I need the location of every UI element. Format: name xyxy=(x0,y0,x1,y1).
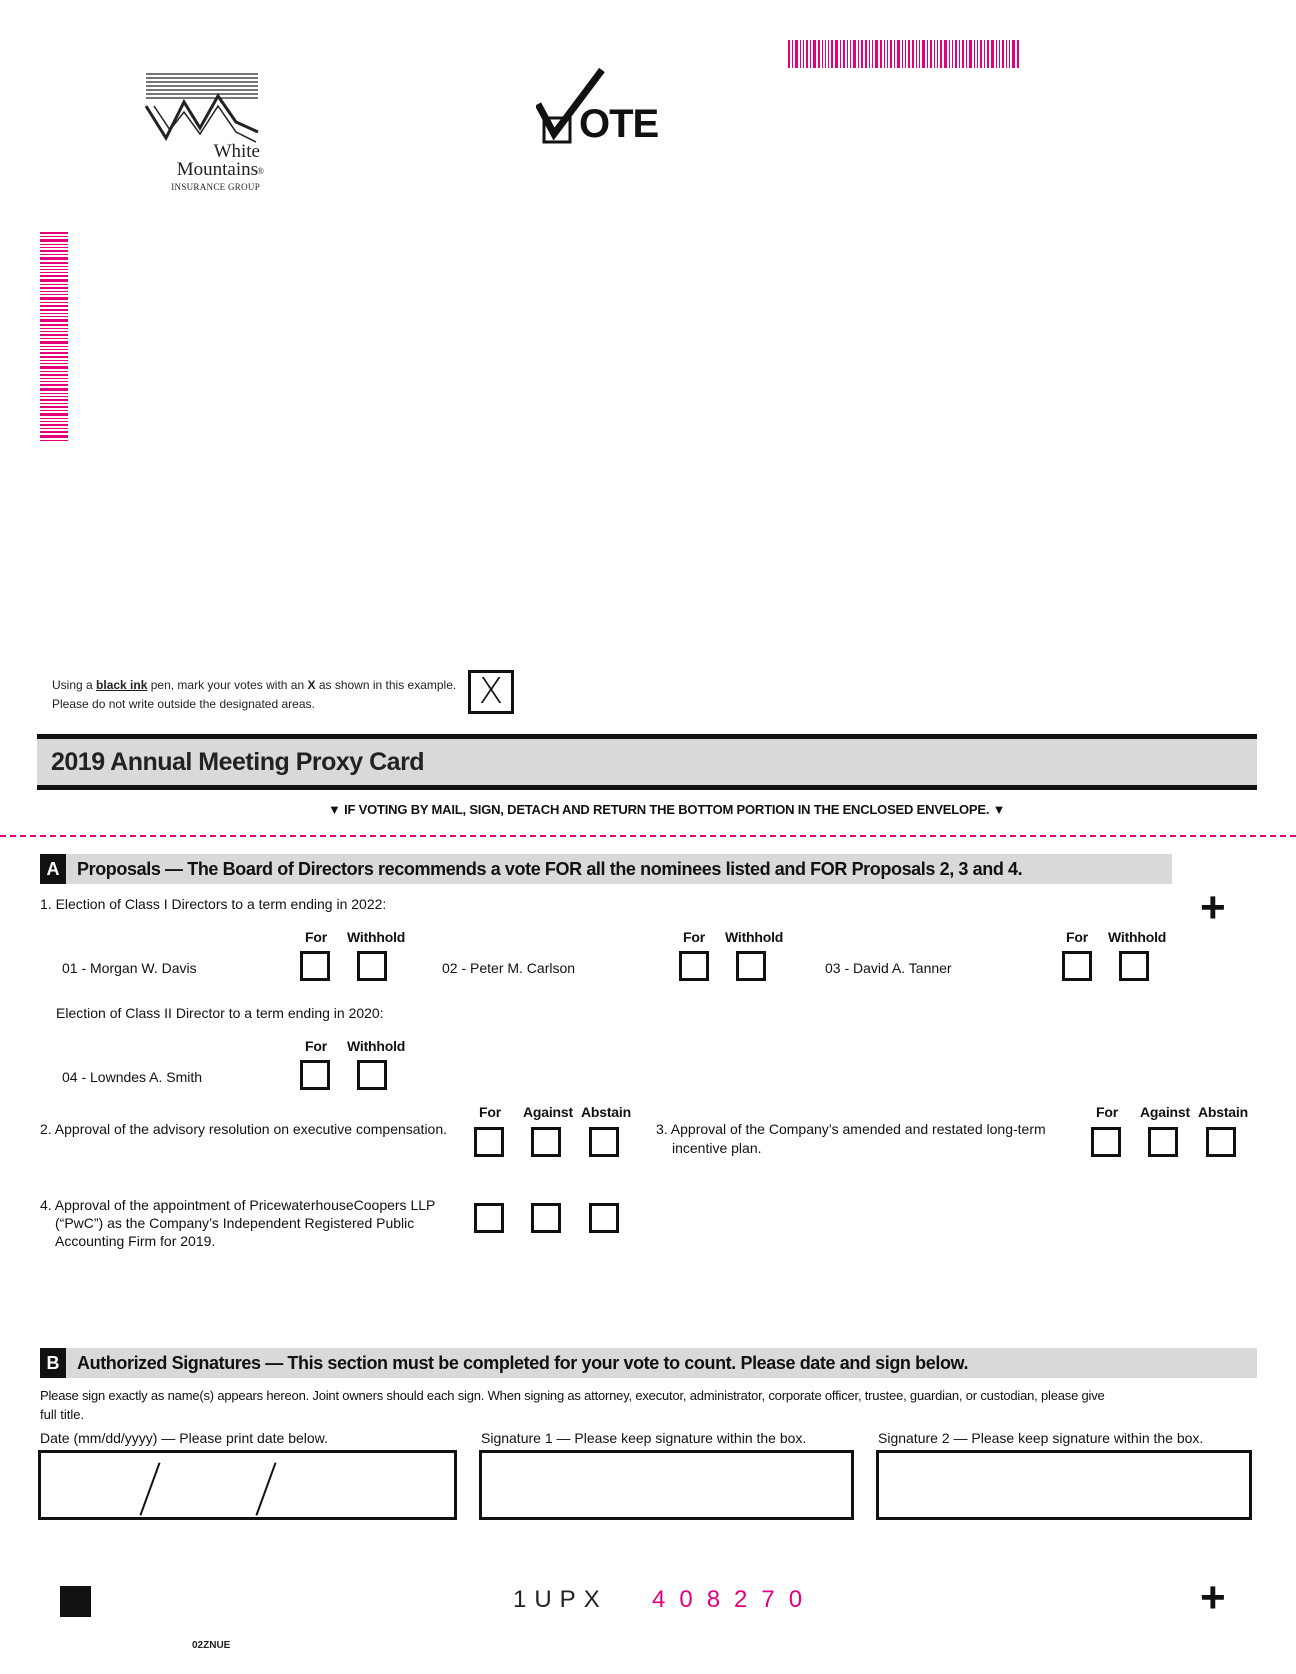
barcode-bar xyxy=(980,40,982,68)
proposal-3-line-1: 3. Approval of the Company’s amended and restated long-term xyxy=(656,1121,1046,1137)
vote-mark xyxy=(536,68,666,148)
barcode-bar xyxy=(40,309,68,311)
barcode-bar xyxy=(40,269,68,270)
section-b-title: Authorized Signatures — This section must be completed for your vote to count. Please date and sign below. xyxy=(77,1353,969,1373)
barcode-bar xyxy=(887,40,888,68)
barcode-bar xyxy=(40,378,68,379)
barcode-bar xyxy=(897,40,900,68)
signature-2-label: Signature 2 — Please keep signature within the box. xyxy=(878,1430,1204,1446)
barcode-bar xyxy=(847,40,848,68)
barcode-bar xyxy=(40,374,68,376)
barcode-bar xyxy=(927,40,928,68)
barcode-bar xyxy=(40,384,68,386)
barcode-bar xyxy=(831,40,833,68)
nominee-02: 02 - Peter M. Carlson xyxy=(442,960,576,976)
signature-1-field[interactable] xyxy=(479,1450,854,1520)
nominee-04-for-checkbox[interactable] xyxy=(300,1060,330,1090)
barcode-bar xyxy=(40,272,68,273)
barcode-bar xyxy=(40,279,68,282)
barcode-bar xyxy=(908,40,910,68)
proposal-4-for-checkbox[interactable] xyxy=(474,1203,504,1233)
control-number: 408270 xyxy=(652,1586,817,1613)
barcode-bar xyxy=(40,440,68,441)
barcode-bar xyxy=(40,250,68,252)
barcode-bar xyxy=(40,305,68,307)
barcode-bar xyxy=(40,388,68,391)
barcode-bar xyxy=(40,435,68,438)
marking-instructions xyxy=(52,676,456,714)
col-against: Against xyxy=(1140,1104,1190,1120)
col-for: For xyxy=(683,929,705,945)
barcode-bar xyxy=(810,40,811,68)
barcode-bar xyxy=(40,410,68,411)
barcode-bar xyxy=(800,40,801,68)
barcode-bar xyxy=(959,40,960,68)
barcode-bar xyxy=(850,40,851,68)
barcode-bar xyxy=(869,40,870,68)
col-against: Against xyxy=(523,1104,573,1120)
date-separator-icon xyxy=(139,1462,160,1515)
barcode-bar xyxy=(987,40,989,68)
col-abstain: Abstain xyxy=(1198,1104,1248,1120)
date-separator-icon xyxy=(255,1462,276,1515)
barcode-bar xyxy=(861,40,863,68)
barcode-bar xyxy=(962,40,964,68)
col-for: For xyxy=(1096,1104,1118,1120)
barcode-bar xyxy=(40,291,68,292)
barcode-bar xyxy=(905,40,906,68)
barcode-bar xyxy=(792,40,793,68)
mountains-logo-icon xyxy=(144,72,262,144)
proposal-4-abstain-checkbox[interactable] xyxy=(589,1203,619,1233)
proposal-4-line-3: Accounting Firm for 2019. xyxy=(55,1233,216,1249)
barcode-bar xyxy=(40,431,68,433)
barcode-bar xyxy=(40,239,68,242)
barcode-bar xyxy=(40,328,68,329)
barcode-bar xyxy=(853,40,856,68)
barcode-bar xyxy=(40,396,68,397)
barcode-bar xyxy=(884,40,885,68)
barcode-bar xyxy=(890,40,892,68)
barcode-bar xyxy=(991,40,994,68)
barcode-bar xyxy=(40,316,68,317)
barcode-bar xyxy=(40,244,68,245)
barcode-bar xyxy=(922,40,925,68)
barcode-bar xyxy=(40,341,68,344)
example-x-box: X xyxy=(468,670,514,714)
nominee-03-withhold-checkbox[interactable] xyxy=(1119,951,1149,981)
barcode-bar xyxy=(984,40,985,68)
signature-2-field[interactable] xyxy=(876,1450,1252,1520)
signature-note-line-2: full title. xyxy=(40,1407,85,1422)
barcode-bar xyxy=(40,360,68,361)
barcode-bar xyxy=(934,40,935,68)
barcode-bar xyxy=(40,381,68,382)
barcode-bar xyxy=(40,428,68,429)
barcode-bar xyxy=(865,40,867,68)
logo-line-1: White xyxy=(213,141,260,162)
barcode-bar xyxy=(40,297,68,300)
barcode-bar xyxy=(1006,40,1007,68)
nominee-04-withhold-checkbox[interactable] xyxy=(357,1060,387,1090)
registration-plus-icon: + xyxy=(1200,883,1226,932)
page-title: 2019 Annual Meeting Proxy Card xyxy=(51,748,425,776)
detach-line xyxy=(0,835,1296,837)
barcode-bar xyxy=(40,399,68,401)
col-for: For xyxy=(1066,929,1088,945)
title-bar xyxy=(37,734,1257,790)
col-withhold: Withhold xyxy=(1108,929,1167,945)
barcode-bar xyxy=(955,40,957,68)
barcode-bar xyxy=(818,40,820,68)
signature-1-label: Signature 1 — Please keep signature within the box. xyxy=(481,1430,807,1446)
nominee-03-for-checkbox[interactable] xyxy=(1062,951,1092,981)
nominee-02-for-checkbox[interactable] xyxy=(679,951,709,981)
barcode-bar xyxy=(40,413,68,416)
proposal-4-line-2: (“PwC”) as the Company’s Independent Registered Public xyxy=(55,1215,415,1231)
barcode-bar xyxy=(40,302,68,303)
detach-notice: ▼ IF VOTING BY MAIL, SIGN, DETACH AND RETURN THE BOTTOM PORTION IN THE ENCLOSED ENVELOPE. ▼ xyxy=(328,802,1006,817)
barcode-bar xyxy=(40,421,68,422)
col-for: For xyxy=(305,1038,327,1054)
barcode-bar xyxy=(40,287,68,289)
barcode-bar xyxy=(822,40,823,68)
section-a-header xyxy=(40,854,1172,884)
barcode-bar xyxy=(40,356,68,358)
proposal-3-abstain-checkbox[interactable] xyxy=(1206,1127,1236,1157)
nominee-02-withhold-checkbox[interactable] xyxy=(736,951,766,981)
barcode-bar xyxy=(40,294,68,295)
proposal-2-text: 2. Approval of the advisory resolution on executive compensation. xyxy=(40,1121,448,1137)
nominee-01-for-checkbox[interactable] xyxy=(300,951,330,981)
col-withhold: Withhold xyxy=(347,929,406,945)
barcode-bar xyxy=(828,40,829,68)
barcode-bar xyxy=(795,40,798,68)
barcode-bar xyxy=(40,266,68,267)
col-abstain: Abstain xyxy=(581,1104,631,1120)
barcode-bar xyxy=(40,366,68,369)
barcode-bar xyxy=(40,406,68,408)
barcode-bar xyxy=(974,40,975,68)
proposal-2-against-checkbox[interactable] xyxy=(531,1127,561,1157)
instruction-line-2: Please do not write outside the designated areas. xyxy=(52,697,315,711)
barcode-bar xyxy=(1009,40,1010,68)
barcode-bar xyxy=(803,40,804,68)
barcode-bar xyxy=(940,40,942,68)
instruction-line-1: Using a black ink pen, mark your votes with an X as shown in this example. xyxy=(52,678,457,692)
section-b-letter: B xyxy=(40,1348,66,1378)
barcode-bar xyxy=(40,418,68,419)
nominee-03: 03 - David A. Tanner xyxy=(825,960,952,976)
barcode-bar xyxy=(40,403,68,404)
barcode-bar xyxy=(40,352,68,354)
barcode-bar xyxy=(40,319,68,322)
nominee-01: 01 - Morgan W. Davis xyxy=(62,960,197,976)
col-withhold: Withhold xyxy=(347,1038,406,1054)
col-for: For xyxy=(305,929,327,945)
barcode-bar xyxy=(912,40,914,68)
logo-line-3: INSURANCE GROUP xyxy=(171,182,260,192)
barcode-bar xyxy=(40,338,68,339)
barcode-bar xyxy=(875,40,878,68)
company-logo xyxy=(144,72,264,202)
top-barcode xyxy=(788,40,1021,68)
section-b-header xyxy=(40,1348,1257,1378)
barcode-bar xyxy=(880,40,882,68)
registration-plus-icon: + xyxy=(1200,1573,1226,1622)
barcode-bar xyxy=(996,40,997,68)
barcode-bar xyxy=(40,284,68,285)
barcode-bar xyxy=(894,40,895,68)
barcode-bar xyxy=(1002,40,1004,68)
barcode-bar xyxy=(999,40,1000,68)
proposal-3-against-checkbox[interactable] xyxy=(1148,1127,1178,1157)
barcode-bar xyxy=(902,40,903,68)
barcode-bar xyxy=(813,40,816,68)
barcode-bar xyxy=(40,349,68,350)
barcode-bar xyxy=(40,334,68,336)
barcode-bar xyxy=(843,40,845,68)
barcode-bar xyxy=(977,40,978,68)
barcode-bar xyxy=(40,275,68,277)
barcode-bar xyxy=(40,331,68,332)
date-label: Date (mm/dd/yyyy) — Please print date below. xyxy=(40,1430,328,1446)
barcode-bar xyxy=(952,40,953,68)
barcode-bar xyxy=(944,40,947,68)
class2-heading: Election of Class II Director to a term ending in 2020: xyxy=(56,1005,384,1021)
signature-note-line-1: Please sign exactly as name(s) appears hereon. Joint owners should each sign. When signing as attorney, executor, administrator, corporate officer, trustee, guardian, or custodian, please give xyxy=(40,1388,1105,1403)
barcode-bar xyxy=(858,40,859,68)
barcode-bar xyxy=(40,236,68,237)
barcode-bar xyxy=(1012,40,1015,68)
proposal-4-against-checkbox[interactable] xyxy=(531,1203,561,1233)
section-a-title: Proposals — The Board of Directors recommends a vote FOR all the nominees listed and FOR Proposals 2, 3 and 4. xyxy=(77,859,1023,879)
logo-registered: ® xyxy=(257,166,264,176)
date-field[interactable] xyxy=(38,1450,457,1520)
col-for: For xyxy=(479,1104,501,1120)
small-form-code: 02ZNUE xyxy=(192,1640,231,1651)
section-a-letter: A xyxy=(40,854,66,884)
barcode-bar xyxy=(40,232,68,234)
proposal-4-line-1: 4. Approval of the appointment of PricewaterhouseCoopers LLP xyxy=(40,1197,436,1213)
proposal-2-for-checkbox[interactable] xyxy=(474,1127,504,1157)
barcode-bar xyxy=(40,262,68,264)
barcode-bar xyxy=(835,40,838,68)
barcode-bar xyxy=(806,40,808,68)
barcode-bar xyxy=(40,257,68,260)
proposal-3-for-checkbox[interactable] xyxy=(1091,1127,1121,1157)
barcode-bar xyxy=(40,346,68,347)
proposal-2-abstain-checkbox[interactable] xyxy=(589,1127,619,1157)
barcode-bar xyxy=(919,40,920,68)
barcode-bar xyxy=(788,40,790,68)
barcode-bar xyxy=(40,324,68,326)
barcode-bar xyxy=(937,40,938,68)
barcode-bar xyxy=(969,40,972,68)
form-code: 1UPX xyxy=(513,1586,608,1613)
vote-text: OTE xyxy=(579,102,659,146)
proposal-3-line-2: incentive plan. xyxy=(672,1140,762,1156)
nominee-04: 04 - Lowndes A. Smith xyxy=(62,1069,203,1085)
corner-mark-icon xyxy=(60,1586,91,1617)
barcode-bar xyxy=(825,40,826,68)
barcode-bar xyxy=(966,40,967,68)
barcode-bar xyxy=(40,393,68,394)
barcode-bar xyxy=(1017,40,1019,68)
nominee-01-withhold-checkbox[interactable] xyxy=(357,951,387,981)
barcode-bar xyxy=(40,254,68,255)
barcode-bar xyxy=(40,424,68,426)
barcode-bar xyxy=(949,40,950,68)
barcode-bar xyxy=(40,313,68,314)
logo-line-2: Mountains xyxy=(176,159,258,180)
side-barcode xyxy=(40,232,68,443)
barcode-bar xyxy=(40,371,68,372)
col-withhold: Withhold xyxy=(725,929,784,945)
barcode-bar xyxy=(40,247,68,248)
barcode-bar xyxy=(840,40,841,68)
barcode-bar xyxy=(40,363,68,364)
item1-heading: 1. Election of Class I Directors to a term ending in 2022: xyxy=(40,896,387,912)
barcode-bar xyxy=(872,40,873,68)
barcode-bar xyxy=(930,40,932,68)
barcode-bar xyxy=(916,40,917,68)
